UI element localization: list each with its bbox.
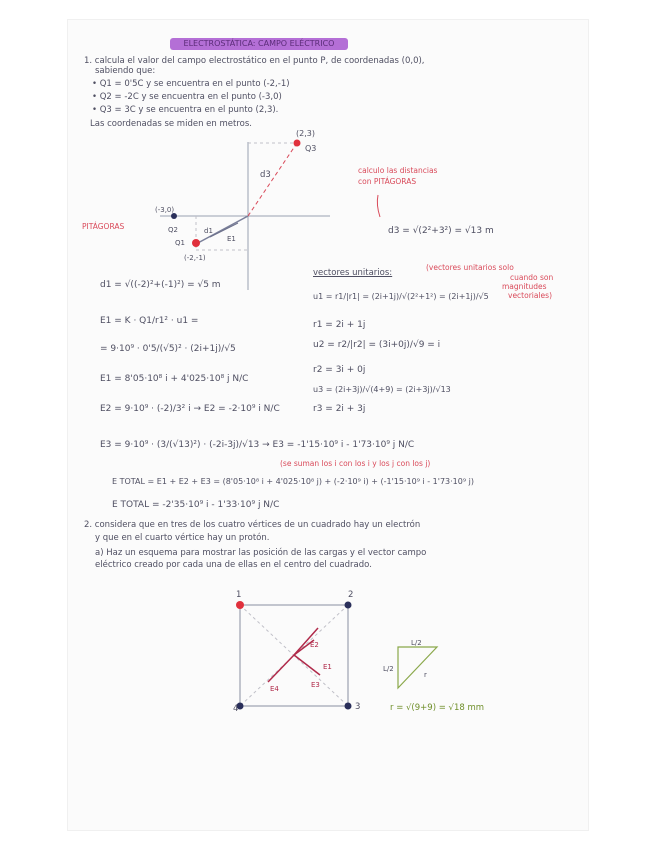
vertex-4-label: 4 xyxy=(233,704,239,714)
field-e2-vector-label: E2 xyxy=(310,641,319,649)
distance-note-line-1: calculo las distancias xyxy=(358,166,438,175)
unit-vectors-note-3: magnitudes xyxy=(502,282,547,291)
problem1-line-4: • Q2 = -2C y se encuentra en el punto (-3,0) xyxy=(92,92,282,102)
field-e1-label: E1 xyxy=(227,235,236,243)
vertex-1-proton xyxy=(236,601,244,609)
distance-d1-label: d1 xyxy=(204,227,213,235)
eq-e1-definition: E1 = K · Q1/r1² · u1 = xyxy=(100,316,199,326)
point-q2-label: (-3,0) xyxy=(155,206,175,214)
eq-r3: r3 = 2i + 3j xyxy=(313,404,366,414)
vertex-3-electron xyxy=(345,703,352,710)
triangle-side-label: L/2 xyxy=(383,665,394,673)
problem1-line-3: • Q1 = 0'5C y se encuentra en el punto (-2,-1) xyxy=(92,79,290,89)
eq-d3: d3 = √(2²+3²) = √13 m xyxy=(388,226,494,236)
vertex-2-label: 2 xyxy=(348,590,354,600)
problem2-line-1: 2. considera que en tres de los cuatro vértices de un cuadrado hay un electrón xyxy=(84,520,421,530)
unit-vectors-title: vectores unitarios: xyxy=(313,268,393,278)
eq-etotal-sum: E TOTAL = E1 + E2 + E3 = (8'05·10⁸ i + 4'025·10⁸ j) + (-2·10⁹ i) + (-1'15·10⁹ i - 1'73·10⁹ j) xyxy=(112,477,474,486)
eq-r1: r1 = 2i + 1j xyxy=(313,320,366,330)
problem1-line-6: Las coordenadas se miden en metros. xyxy=(90,119,252,129)
eq-e2: E2 = 9·10⁹ · (-2)/3² i → E2 = -2·10⁹ i N/C xyxy=(100,404,280,414)
page-title: ELECTROSTÁTICA: CAMPO ELÉCTRICO xyxy=(170,38,348,50)
charge-q3-label: Q3 xyxy=(305,144,317,153)
distance-d3-label: d3 xyxy=(260,170,271,180)
point-q3-label: (2,3) xyxy=(296,129,315,138)
problem2-line-3: a) Haz un esquema para mostrar las posición de las cargas y el vector campo xyxy=(95,548,427,558)
pitagoras-label: PITÁGORAS xyxy=(82,222,125,231)
unit-vectors-note-4: vectoriales) xyxy=(508,291,553,300)
problem2-line-4: eléctrico creado por cada una de ellas en el centro del cuadrado. xyxy=(95,560,372,570)
distance-note-line-2: con PITÁGORAS xyxy=(358,177,417,186)
unit-vectors-note-1: (vectores unitarios solo xyxy=(426,263,514,272)
eq-u3: u3 = (2i+3j)/√(4+9) = (2i+3j)/√13 xyxy=(313,385,451,394)
problem2-line-2: y que en el cuarto vértice hay un protón. xyxy=(95,533,270,543)
vertex-3-label: 3 xyxy=(355,702,361,712)
problem1-line-2: sabiendo que: xyxy=(95,66,156,76)
eq-e1-substitution: = 9·10⁹ · 0'5/(√5)² · (2i+1j)/√5 xyxy=(100,344,236,354)
vertex-2-electron xyxy=(345,602,352,609)
field-e4-vector-label: E4 xyxy=(270,685,279,693)
point-q1-label: (-2,-1) xyxy=(184,254,206,262)
eq-e1-result: E1 = 8'05·10⁸ i + 4'025·10⁸ j N/C xyxy=(100,374,249,384)
charge-q1-label: Q1 xyxy=(175,239,185,247)
sum-note: (se suman los i con los i y los j con los j) xyxy=(280,459,431,468)
eq-r2: r2 = 3i + 0j xyxy=(313,365,366,375)
eq-u1: u1 = r1/|r1| = (2i+1j)/√(2²+1²) = (2i+1j)/√5 xyxy=(313,292,489,301)
problem1-line-1: 1. calcula el valor del campo electrostático en el punto P, de coordenadas (0,0), xyxy=(84,56,425,66)
eq-etotal-result: E TOTAL = -2'35·10⁹ i - 1'33·10⁹ j N/C xyxy=(112,500,280,510)
field-e1-vector-label: E1 xyxy=(323,663,332,671)
vertex-1-label: 1 xyxy=(236,590,242,600)
eq-e3: E3 = 9·10⁹ · (3/(√13)²) · (-2i-3j)/√13 → E3 = -1'15·10⁹ i - 1'73·10⁹ j N/C xyxy=(100,440,415,450)
eq-r-diagonal: r = √(9+9) = √18 mm xyxy=(390,703,485,713)
charge-q2-label: Q2 xyxy=(168,226,178,234)
triangle-hyp-label: r xyxy=(424,671,427,679)
eq-d1: d1 = √((-2)²+(-1)²) = √5 m xyxy=(100,280,221,290)
field-e3-vector-label: E3 xyxy=(311,681,320,689)
triangle-top-label: L/2 xyxy=(411,639,422,647)
problem1-line-5: • Q3 = 3C y se encuentra en el punto (2,3). xyxy=(92,105,279,115)
unit-vectors-note-2: cuando son xyxy=(510,273,554,282)
eq-u2: u2 = r2/|r2| = (3i+0j)/√9 = i xyxy=(313,340,441,350)
